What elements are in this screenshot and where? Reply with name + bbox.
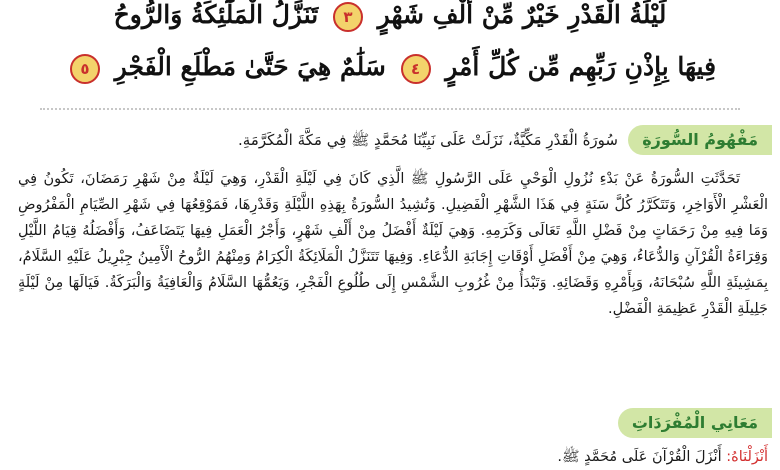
vocab-meaning: أَنْزَلَ الْقُرْآنَ عَلَى مُحَمَّدٍ ﷺ. xyxy=(557,449,722,465)
verse-text: فِيهَا بِإِذْنِ رَبِّهِم مِّن كُلِّ أَمْرٍ xyxy=(445,52,717,81)
surah-explanation-paragraph: تَحَدَّثَتِ السُّورَةُ عَنْ بَدْءِ نُزُولِ الْوَحْيِ عَلَى الرَّسُولِ ﷺ الَّذِي كَانَ فِي لَيْلَةِ الْقَدْرِ، وَهِيَ لَيْلَةٌ مِنْ شَهْرِ رَمَضَانَ، تَكُونُ فِي الْعَشْرِ الْأَوَاخِرِ، وَتَتَكَرَّرُ كُلَّ سَنَةٍ فِي هَذَا الشَّهْرِ الْفَضِيلِ. وَتُشِيدُ السُّورَةُ بِهَذِهِ اللَّيْلَةِ وَقَدْرِهَا، فَمَوْقِعُهَا فِي شَهْرِ الصِّيَامِ الْمَفْرُوضِ وَمَا فِيهِ مِنْ رَحَمَاتٍ مِنْ فَضْلِ اللَّهِ تَعَالَى وَكَرَمِهِ. وَهِيَ لَيْلَةٌ أَفْضَلُ مِنْ أَلْفِ شَهْرٍ، وَأَجْرُ الْعَمَلِ فِيهَا يَتَضَاعَفُ، وَأَفْضَلُهُ قِيَامُ اللَّيْلِ وَقِرَاءَةُ الْقُرْآنِ وَالدُّعَاءُ، وَهِيَ مِنْ أَفْضَلِ أَوْقَاتِ إِجَابَةِ الدُّعَاءِ. وَفِيهَا تَتَنَزَّلُ الْمَلَائِكَةُ الْكِرَامُ وَمِنْهُمُ الرُّوحُ الْأَمِينُ جِبْرِيلُ عَلَيْهِ السَّلَامُ، بِمَشِيئَةِ اللَّهِ سُبْحَانَهُ، وَبِأَمْرِهِ وَقَضَائِهِ. وَتَبْدَأُ مِنْ غُرُوبِ الشَّمْسِ إِلَى طُلُوعِ الْفَجْرِ، وَيَعُمُّهَا السَّلَامُ وَالْعَافِيَةُ وَالْبَرَكَةُ. فَيَالَهَا مِنْ لَيْلَةٍ جَلِيلَةِ الْقَدْرِ عَظِيمَةِ الْفَضْلِ. xyxy=(18,171,768,317)
surah-intro-text: سُورَةُ الْقَدْرِ مَكِّيَّةٌ، نَزَلَتْ عَلَى نَبِيِّنَا مُحَمَّدٍ ﷺ فِي مَكَّةَ الْمُكَرَّمَةِ. xyxy=(238,131,618,149)
verse-text: تَنَزَّلُ الْمَلَٰٓئِكَةُ وَالرُّوحُ xyxy=(113,0,319,29)
section-title-surah-concept: مَفْهُومُ السُّورَةِ xyxy=(628,125,772,155)
section-title-vocabulary: مَعَانِي الْمُفْرَدَاتِ xyxy=(618,408,772,438)
verse-text: لَيْلَةُ الْقَدْرِ خَيْرٌ مِّنْ أَلْفِ شَهْرٍ xyxy=(377,0,667,29)
ayah-number-marker: ٣ xyxy=(333,2,363,32)
vocab-item xyxy=(557,448,768,469)
quran-verse-line-2 xyxy=(0,52,780,84)
quran-verse-line-1 xyxy=(0,0,780,32)
vocab-term: أَنْزَلْنَاهُ: xyxy=(726,449,768,465)
dotted-divider xyxy=(40,108,740,110)
verse-text: سَلَٰمٌ هِيَ حَتَّىٰ مَطْلَعِ الْفَجْرِ xyxy=(114,52,386,81)
ayah-number-marker: ٤ xyxy=(401,54,431,84)
ayah-number-marker: ٥ xyxy=(70,54,100,84)
